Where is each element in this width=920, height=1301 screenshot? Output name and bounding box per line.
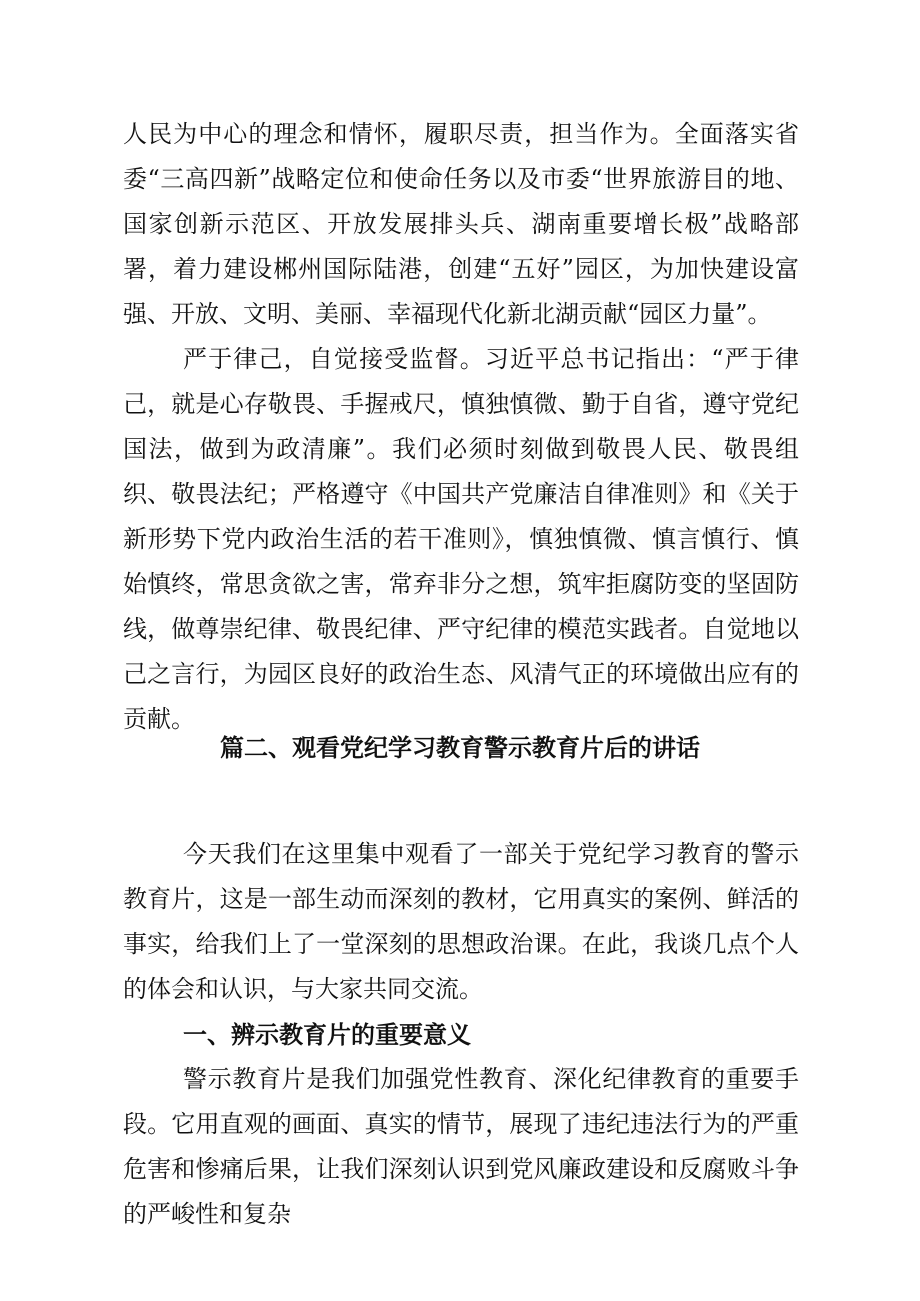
bottom-text-block (123, 832, 799, 1237)
section-title: 篇二、观看党纪学习教育警示教育片后的讲话 (220, 733, 700, 762)
paragraph-self-discipline: 严于律己，自觉接受监督。习近平总书记指出：“严于律己，就是心存敬畏、手握戒尺，慎独慎微、勤于自省，遵守党纪国法，做到为政清廉”。我们必须时刻做到敬畏人民、敬畏组织、敬畏法纪；严格遵守《中国共产党廉洁自律准则》和《关于新形势下党内政治生活的若干准则》，慎独慎微、慎言慎行、慎始慎终，常思贪欲之害，常弃非分之想，筑牢拒腐防变的坚固防线，做尊崇纪律、敬畏纪律、严守纪律的模范实践者。自觉地以己之言行，为园区良好的政治生态、风清气正的环境做出应有的贡献。 (123, 345, 799, 733)
intro-paragraph: 今天我们在这里集中观看了一部关于党纪学习教育的警示教育片，这是一部生动而深刻的教材，它用真实的案例、鲜活的事实，给我们上了一堂深刻的思想政治课。在此，我谈几点个人的体会和认识，与大家共同交流。 (123, 840, 799, 1003)
paragraph-continuation: 人民为中心的理念和情怀，履职尽责，担当作为。全面落实省委“三高四新”战略定位和使命任务以及市委“世界旅游目的地、国家创新示范区、开放发展排头兵、湖南重要增长极”战略部署，着力建设郴州国际陆港，创建“五好”园区，为加快建设富强、开放、文明、美丽、幸福现代化新北湖贡献“园区力量”。 (123, 120, 799, 328)
top-text-block (123, 112, 799, 742)
subheading: 一、辨示教育片的重要意义 (183, 1020, 471, 1049)
body-paragraph: 警示教育片是我们加强党性教育、深化纪律教育的重要手段。它用直观的画面、真实的情节，展现了违纪违法行为的严重危害和惨痛后果，让我们深刻认识到党风廉政建设和反腐败斗争的严峻性和复杂 (123, 1065, 799, 1228)
